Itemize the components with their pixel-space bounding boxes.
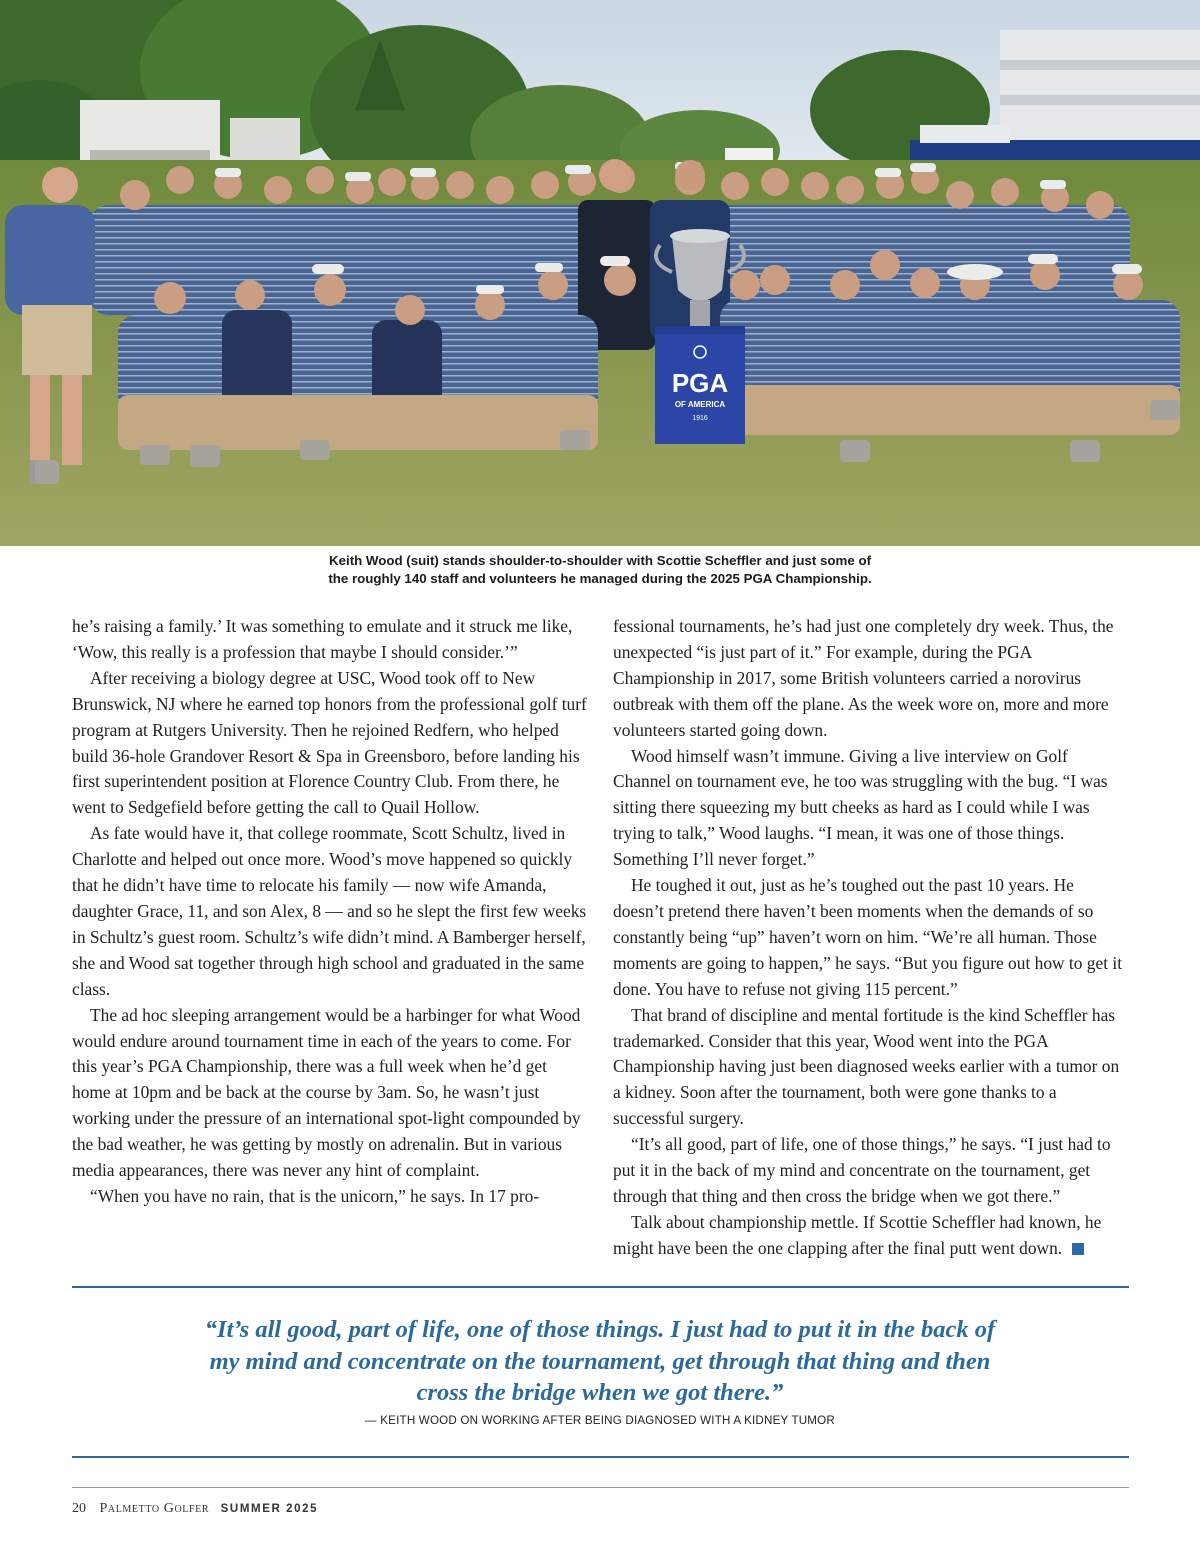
pull-quote-attribution: — KEITH WOOD ON WORKING AFTER BEING DIAGNOSED WITH A KIDNEY TUMOR — [365, 1414, 835, 1427]
article-right-column — [613, 614, 1129, 1262]
trophy-pedestal — [655, 326, 745, 444]
paragraph: Wood himself wasn’t immune. Giving a live interview on Golf Channel on tournament eve, he too was struggling with the bug. “I was sitting there squeezing my butt cheeks as hard as I could while I was trying to talk,” Wood laughs. “I mean, it was one of those things. Something I’ll never forget.” — [613, 745, 1108, 870]
page-footer — [72, 1501, 318, 1517]
pull-quote-line: “It’s all good, part of life, one of those things. I just had to put it in the back of — [204, 1316, 996, 1343]
pullquote-bottom-rule — [72, 1456, 1129, 1458]
paragraph: he’s raising a family.’ It was something to emulate and it struck me like, ‘Wow, this really is a profession that maybe I should consider.’” — [72, 616, 573, 662]
issue-label: SUMMER 2025 — [220, 1503, 319, 1515]
caption-line: Keith Wood (suit) stands shoulder-to-shoulder with Scottie Scheffler and just some of — [329, 553, 871, 568]
caption-line: the roughly 140 staff and volunteers he managed during the 2025 PGA Championship. — [328, 571, 872, 586]
paragraph: He toughed it out, just as he’s toughed out the past 10 years. He doesn’t pretend there haven’t been moments when the demands of so constantly being “up” haven’t worn on him. “We’re all human. Those moments are going to happen,” he says. “But you figure out how to get it done. You have to refuse not giving 115 percent.” — [613, 875, 1123, 999]
paragraph: fessional tournaments, he’s had just one completely dry week. Thus, the unexpected “is just part of it.” For example, during the PGA Championship in 2017, some British volunteers carried a norovirus outbreak with them off the plane. As the week wore on, more and more volunteers started going down. — [613, 616, 1114, 740]
paragraph-text: Talk about championship mettle. If Scottie Scheffler had known, he might have been the one clapping after the final putt went down. — [613, 1211, 1102, 1258]
paragraph: After receiving a biology degree at USC, Wood took off to New Brunswick, NJ where he earned top honors from the professional golf turf program at Rutgers University. Then he rejoined Redfern, who helped build 36-hole Grandover Resort & Spa in Greensboro, before landing his first superintendent position at Florence Country Club. From there, he went to Sedgefield before getting the call to Quail Hollow. — [72, 667, 587, 818]
photo-caption — [0, 552, 1200, 588]
page-number: 20 — [72, 1501, 86, 1516]
pedestal-subtitle: OF AMERICA — [674, 400, 726, 409]
pull-quote-line: cross the bridge when we got there.” — [416, 1379, 784, 1406]
pedestal-logo: PGA — [671, 368, 729, 398]
footer-rule — [72, 1487, 1129, 1488]
magazine-name: Palmetto Golfer — [99, 1501, 210, 1516]
pull-quote — [100, 1314, 1100, 1409]
pullquote-top-rule — [72, 1286, 1129, 1288]
pull-quote-line: my mind and concentrate on the tournament, get through that thing and then — [209, 1347, 991, 1375]
pedestal-year: 1916 — [692, 415, 708, 422]
paragraph: The ad hoc sleeping arrangement would be a harbinger for what Wood would endure around tournament time in each of the years to come. For this year’s PGA Championship, there was a full week when he’d get home at 10pm and be back at the course by 3am. So, he wasn’t just working under the pressure of an international spot-light compounded by the bad weather, he was getting by mostly on adrenalin. But in various media appearances, there was never any hint of complaint. — [72, 1004, 581, 1181]
paragraph: That brand of discipline and mental fortitude is the kind Scheffler has trademarked. Consider that this year, Wood went into the PGA Championship having just been diagnosed weeks earlier with a tumor on a kidney. Soon after the tournament, both were gone thanks to a successful surgery. — [613, 1004, 1120, 1129]
paragraph: As fate would have it, that college roommate, Scott Schultz, lived in Charlotte and helped out once more. Wood’s move happened so quickly that he didn’t have time to relocate his family — now wife Amanda, daughter Grace, 11, and son Alex, 8 — and so he slept the first few weeks in Schultz’s guest room. Schultz’s wife didn’t mind. A Bamberger herself, she and Wood sat together through high school and graduated in the same class. — [72, 823, 587, 999]
photo-illustration — [0, 0, 1200, 546]
paragraph: “It’s all good, part of life, one of those things,” he says. “I just had to put it in the back of my mind and concentrate on the tournament, get through that thing and then cross the bridge when we got there.” — [613, 1134, 1111, 1206]
group-photo — [0, 0, 1200, 546]
article-left-column — [72, 614, 588, 1210]
final-paragraph — [613, 1210, 1129, 1262]
end-of-article-icon — [1072, 1243, 1084, 1255]
paragraph: “When you have no rain, that is the unicorn,” he says. In 17 pro- — [90, 1185, 540, 1206]
